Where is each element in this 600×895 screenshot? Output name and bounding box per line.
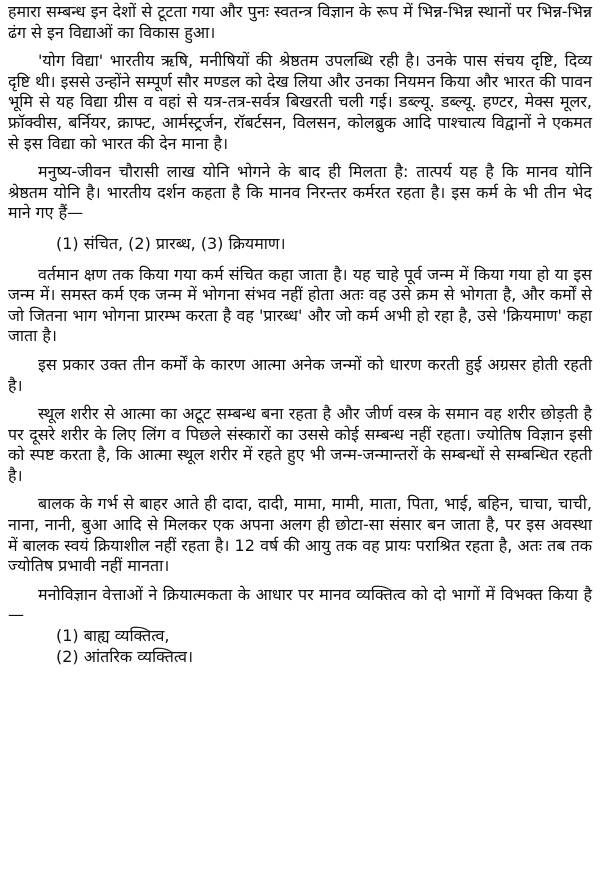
paragraph-human-life: मनुष्य-जीवन चौरासी लाख योनि भोगने के बाद ही मिलता है: तात्पर्य यह है कि मानव योनि श्रेष्ठतम योनि है। भारतीय दर्शन कहता है कि मानव निरन्तर कर्मरत रहता है। इस कर्म के भी तीन भेद माने गए हैं— [8,162,592,223]
karma-types-list: (1) संचित, (2) प्रारब्ध, (3) क्रियमाण। [56,233,286,253]
paragraph-soul-births: इस प्रकार उक्त तीन कर्मों के कारण आत्मा अनेक जन्मों को धारण करती हुई अग्रसर होती रहती है। [8,354,592,395]
paragraph-separation: हमारा सम्बन्ध इन देशों से टूटता गया और पुनः स्वतन्त्र विज्ञान के रूप में भिन्न-भिन्न स्थानों पर भिन्न-भिन्न ढंग से इन विद्याओं का विकास हुआ। [8,2,592,42]
paragraph-yoga-vidya: 'योग विद्या' भारतीय ऋषि, मनीषियों की श्रेष्ठतम उपलब्धि रही है। उनके पास संचय दृष्टि, दिव्य दृष्टि थी। इससे उन्होंने सम्पूर्ण सौर मण्डल को देख लिया और उनका नियमन किया और भारत की पावन भूमि से यह विद्या ग्रीस व वहां से यत्र-तत्र-सर्वत्र बिखरती चली गई। डब्ल्यू. डब्ल्यू. हण्टर, मेक्स मूलर, फ्रॉक्वीस, बर्नियर, क्राफ्ट, आर्मस्ट्रर्जन, रॉबर्टसन, विलसन, कोलब्रुक आदि पाश्चात्य विद्वानों ने एकमत से इस विद्या को भारत की देन माना है। [8,51,592,153]
paragraph-gross-body: स्थूल शरीर से आत्मा का अटूट सम्बन्ध बना रहता है और जीर्ण वस्त्र के समान वह शरीर छोड़ती है पर दूसरे शरीर के लिए लिंग व पिछले संस्कारों का उससे कोई सम्बन्ध नहीं रहता। ज्योतिष विज्ञान इसी को स्पष्ट करता है, कि आत्मा स्थूल शरीर में रहते हुए भी जन्म-जन्मान्तरों के सम्बन्धों से सम्बन्धित रहती है। [8,404,592,485]
personality-item-external: (1) बाह्य व्यक्तित्व, [56,626,170,646]
personality-item-internal: (2) आंतरिक व्यक्तित्व। [56,646,194,666]
paragraph-psychology: मनोविज्ञान वेत्ताओं ने क्रियात्मकता के आधार पर मानव व्यक्तित्व को दो भागों में विभक्त किया है— [8,584,592,625]
paragraph-sanchit-karma: वर्तमान क्षण तक किया गया कर्म संचित कहा जाता है। यह चाहे पूर्व जन्म में किया गया हो या इस जन्म में। समस्त कर्म एक जन्म में भोगना संभव नहीं होता अतः वह उसे क्रम से भोगता है, और कर्मों से जो जितना भाग भोगना प्रारम्भ करता है वह 'प्रारब्ध' और जो कर्म अभी हो रहा है, उसे 'क्रियमाण' कहा जाता है। [8,264,592,346]
paragraph-child-world: बालक के गर्भ से बाहर आते ही दादा, दादी, मामा, मामी, माता, पिता, भाई, बहिन, चाचा, चाची, नाना, नानी, बुआ आदि से मिलकर एक अपना अलग ही छोटा-सा संसार बन जाता है, पर इस अवस्था में बालक स्वयं क्रियाशील नहीं रहता है। 12 वर्ष की आयु तक वह प्रायः पराश्रित रहता है, अतः तब तक ज्योतिष प्रभावी नहीं मानता। [8,494,592,576]
